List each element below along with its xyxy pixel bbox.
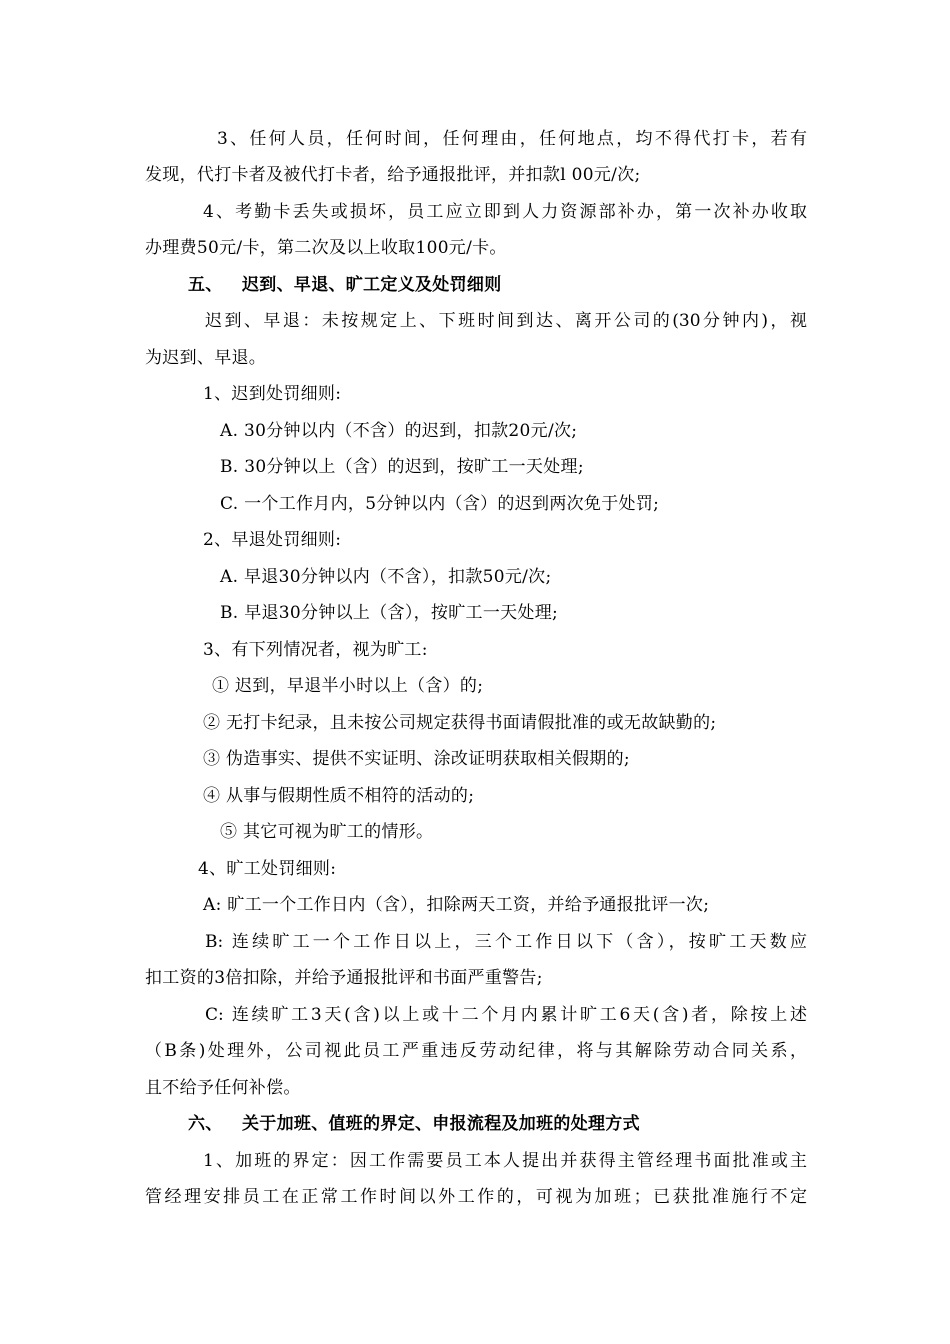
paragraph-line: B: 连续旷工一个工作日以上，三个工作日以下（含），按旷工天数应 <box>205 932 807 952</box>
paragraph-line: 发现，代打卡者及被代打卡者，给予通报批评，并扣款l 00元/次; <box>145 165 641 185</box>
paragraph-line: C: 连续旷工3天(含)以上或十二个月内累计旷工6天(含)者，除按上述 <box>205 1005 807 1025</box>
section-number: 六、 <box>188 1114 223 1134</box>
section-heading-5 <box>188 273 502 297</box>
paragraph-line: 1、加班的界定：因工作需要员工本人提出并获得主管经理书面批准或主 <box>203 1151 807 1171</box>
list-item: ⑤ 其它可视为旷工的情形。 <box>220 822 434 842</box>
paragraph-line: 为迟到、早退。 <box>145 348 267 368</box>
paragraph-line: 且不给予任何补偿。 <box>145 1078 301 1098</box>
list-item: C. 一个工作月内，5分钟以内（含）的迟到两次免于处罚; <box>220 494 660 514</box>
section-heading-6 <box>188 1112 640 1136</box>
list-item: A. 早退30分钟以内（不含），扣款50元/次; <box>220 567 552 587</box>
section-title: 关于加班、值班的界定、申报流程及加班的处理方式 <box>242 1114 640 1134</box>
section-number: 五、 <box>188 275 223 295</box>
paragraph-line: 4、考勤卡丢失或损坏，员工应立即到人力资源部补办，第一次补办收取 <box>203 202 807 222</box>
paragraph-line: 管经理安排员工在正常工作时间以外工作的，可视为加班；已获批准施行不定 <box>145 1187 807 1207</box>
list-item: 1、迟到处罚细则: <box>203 384 342 404</box>
list-item: A: 旷工一个工作日内（含），扣除两天工资，并给予通报批评一次; <box>203 895 710 915</box>
list-item: 2、早退处罚细则: <box>203 530 342 550</box>
list-item: ② 无打卡纪录，且未按公司规定获得书面请假批准的或无故缺勤的; <box>203 713 717 733</box>
list-item: ④ 从事与假期性质不相符的活动的; <box>203 786 475 806</box>
list-item: ① 迟到，早退半小时以上（含）的; <box>212 676 484 696</box>
list-item: ③ 伪造事实、提供不实证明、涂改证明获取相关假期的; <box>203 749 630 769</box>
list-item: A. 30分钟以内（不含）的迟到，扣款20元/次; <box>220 421 578 441</box>
list-item: B. 早退30分钟以上（含），按旷工一天处理; <box>220 603 559 623</box>
paragraph-line: 3、任何人员，任何时间，任何理由，任何地点，均不得代打卡，若有 <box>217 129 807 149</box>
paragraph-line: 迟到、早退：未按规定上、下班时间到达、离开公司的(30分钟内)，视 <box>205 311 807 331</box>
paragraph-line: 扣工资的3倍扣除，并给予通报批评和书面严重警告; <box>145 968 543 988</box>
paragraph-line: 办理费50元/卡，第二次及以上收取100元/卡。 <box>145 238 507 258</box>
list-item: 3、有下列情况者，视为旷工: <box>203 640 428 660</box>
list-item: B. 30分钟以上（含）的迟到，按旷工一天处理; <box>220 457 584 477</box>
paragraph-line: （B条)处理外，公司视此员工严重违反劳动纪律，将与其解除劳动合同关系， <box>145 1041 807 1061</box>
list-item: 4、旷工处罚细则: <box>198 859 337 879</box>
section-title: 迟到、早退、旷工定义及处罚细则 <box>242 275 502 295</box>
